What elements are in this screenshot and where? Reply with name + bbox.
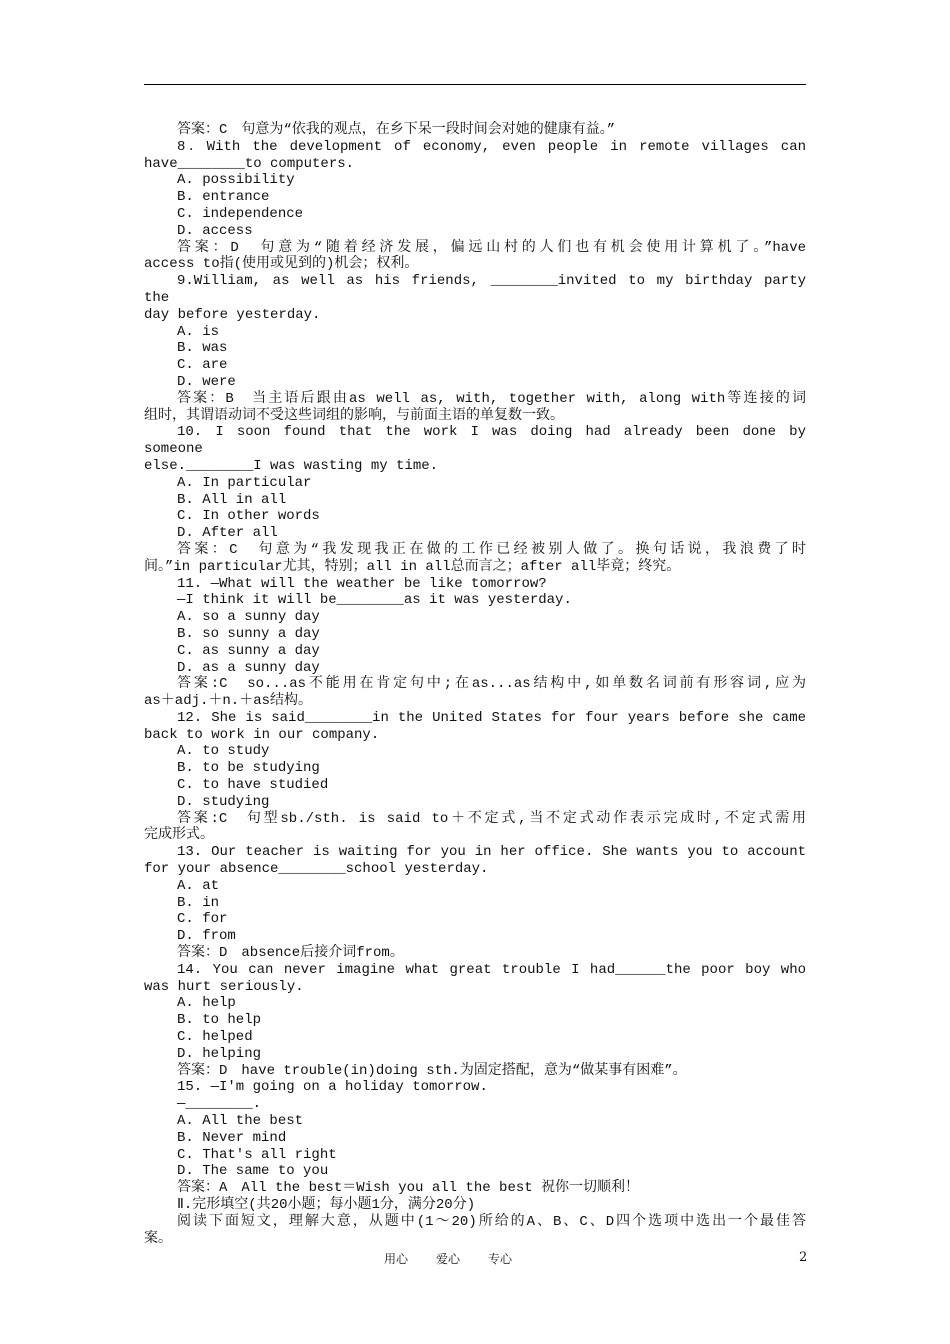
text-line: 答案：D have trouble(in)doing sth.为固定搭配，意为“做某事有困难”。 xyxy=(177,1062,687,1079)
option-line: B. to be studying xyxy=(177,760,320,777)
text-line: 阅读下面短文，理解大意，从题中(1～20)所给的A、B、C、D四个选项中选出一个最佳答 xyxy=(177,1213,806,1230)
option-line: A. to study xyxy=(177,743,270,760)
text-line: 13. Our teacher is waiting for you in her office. She wants you to account xyxy=(177,844,806,861)
text-line: access to指(使用或见到的)机会；权利。 xyxy=(144,256,419,273)
text-line: —________. xyxy=(177,1096,262,1113)
text-line: 答案：D absence后接介词from。 xyxy=(177,945,404,962)
text-line: back to work in our company. xyxy=(144,726,380,743)
text-line: 完成形式。 xyxy=(144,827,214,844)
header-rule xyxy=(144,84,806,85)
option-line: A. possibility xyxy=(177,172,295,189)
option-line: D. studying xyxy=(177,793,270,810)
option-line: A. In particular xyxy=(177,474,312,491)
text-line: —I think it will be________as it was yesterday. xyxy=(177,592,572,609)
option-line: B. All in all xyxy=(177,491,287,508)
text-line: as＋adj.＋n.＋as结构。 xyxy=(144,693,313,710)
option-line: D. helping xyxy=(177,1045,262,1062)
option-line: A. so a sunny day xyxy=(177,609,320,626)
option-line: D. The same to you xyxy=(177,1163,329,1180)
option-line: C. independence xyxy=(177,205,304,222)
option-line: C. as sunny a day xyxy=(177,642,320,659)
option-line: C. to have studied xyxy=(177,777,329,794)
text-line: 答案：C 句意为“依我的观点，在乡下呆一段时间会对她的健康有益。” xyxy=(177,122,616,138)
option-line: B. to help xyxy=(177,1012,262,1029)
text-line: 答案：B 当主语后跟由as well as, with, together with, along with等连接的词 xyxy=(177,390,806,407)
option-line: B. entrance xyxy=(177,189,270,206)
text-line: 15. —I'm going on a holiday tomorrow. xyxy=(177,1079,488,1096)
text-line: 案。 xyxy=(144,1230,172,1247)
text-line: was hurt seriously. xyxy=(144,978,304,995)
text-line: 12. She is said________in the United States for four years before she came xyxy=(177,709,806,726)
footer-word-2: 爱心 xyxy=(436,1252,461,1266)
text-line: 10. I soon found that the work I was doing had already been done by someone xyxy=(144,424,806,458)
option-line: B. Never mind xyxy=(177,1129,287,1146)
page-footer xyxy=(0,1250,950,1268)
option-line: D. access xyxy=(177,222,253,239)
text-line: 答案：D 句意为“随着经济发展，偏远山村的人们也有机会使用计算机了。”have xyxy=(177,239,806,256)
option-line: B. so sunny a day xyxy=(177,625,320,642)
option-line: C. That's all right xyxy=(177,1146,337,1163)
option-line: C. for xyxy=(177,911,228,928)
option-line: B. was xyxy=(177,340,228,357)
text-line: 答案：A All the best＝Wish you all the best 祝你一切顺利！ xyxy=(177,1180,640,1197)
text-line: 8．With the development of economy, even people in remote villages can xyxy=(177,138,806,155)
option-line: B. in xyxy=(177,894,220,911)
option-line: D. from xyxy=(177,928,236,945)
text-line: day before yesterday. xyxy=(144,306,321,323)
option-line: C. In other words xyxy=(177,508,320,525)
text-line: 11. —What will the weather be like tomorrow? xyxy=(177,575,547,592)
option-line: C. are xyxy=(177,357,228,374)
option-line: D. as a sunny day xyxy=(177,659,320,676)
text-line: 答案:C 句型sb./sth. is said to＋不定式,当不定式动作表示完成时,不定式需用 xyxy=(177,810,806,827)
text-line: 组时，其谓语动词不受这些词组的影响，与前面主语的单复数一致。 xyxy=(144,407,564,424)
text-line: 14. You can never imagine what great trouble I had______the poor boy who xyxy=(177,961,806,978)
text-line: 答案：C 句意为“我发现我正在做的工作已经被别人做了。换句话说，我浪费了时 xyxy=(177,541,806,558)
text-line: else.________I was wasting my time. xyxy=(144,457,439,474)
text-line: for your absence________school yesterday. xyxy=(144,861,489,878)
option-line: A. is xyxy=(177,323,220,340)
text-line: 9.William, as well as his friends, ________invited to my birthday party the xyxy=(144,273,806,306)
document-body xyxy=(144,122,806,1247)
footer-word-3: 专心 xyxy=(488,1252,513,1266)
option-line: A. at xyxy=(177,877,220,894)
option-line: C. helped xyxy=(177,1029,253,1046)
text-line: Ⅱ.完形填空(共20小题；每小题1分，满分20分) xyxy=(177,1197,476,1213)
text-line: 答案:C so...as不能用在肯定句中;在as...as结构中,如单数名词前有形容词,应为 xyxy=(177,676,806,693)
footer-word-1: 用心 xyxy=(384,1252,409,1266)
option-line: D. were xyxy=(177,373,236,390)
option-line: D. After all xyxy=(177,525,278,542)
text-line: have________to computers. xyxy=(144,155,355,172)
text-line: 间。”in particular尤其，特别；all in all总而言之；after all毕竟；终究。 xyxy=(144,558,681,575)
option-line: A. help xyxy=(177,995,236,1012)
footer-motto xyxy=(384,1250,512,1267)
option-line: A. All the best xyxy=(177,1113,304,1130)
page-number: 2 xyxy=(799,1250,808,1265)
